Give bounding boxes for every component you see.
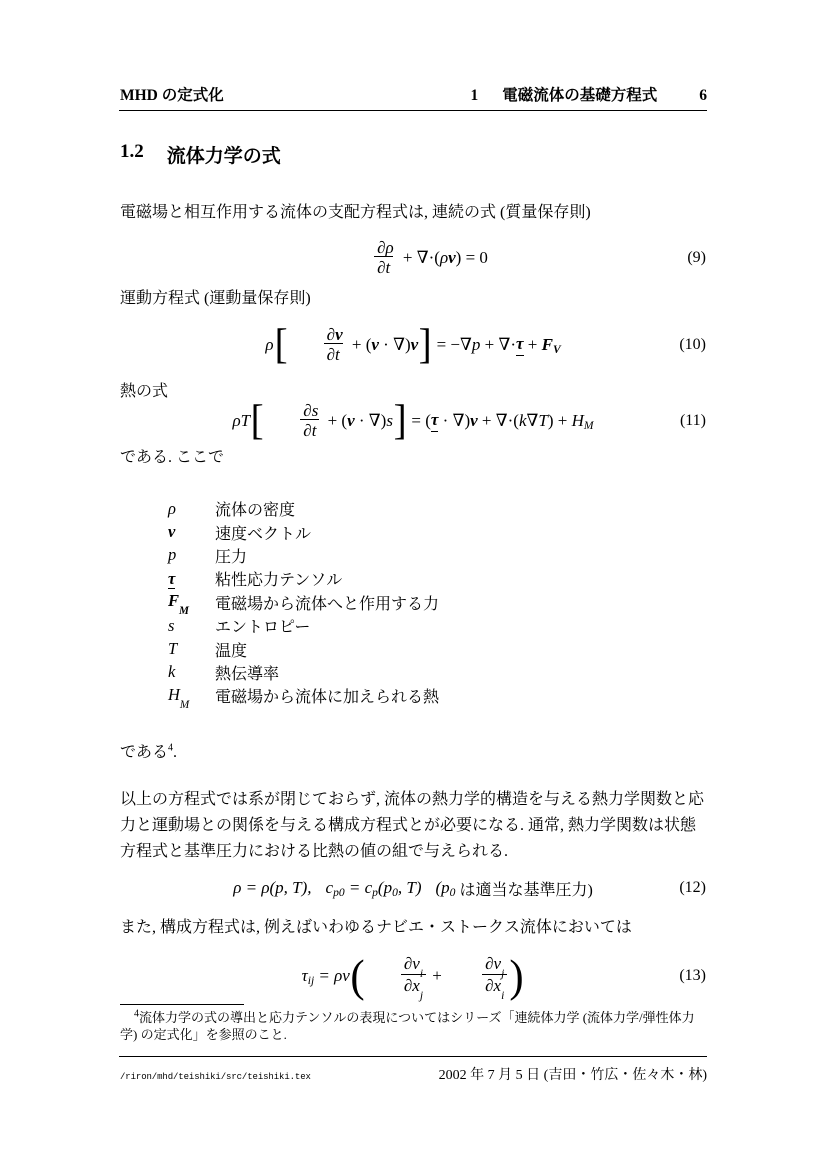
symbol: v <box>168 522 176 542</box>
math-term: τ <box>301 966 308 985</box>
symbol-description: 速度ベクトル <box>215 525 312 543</box>
equation-11-number: (11) <box>679 412 706 429</box>
paragraph-closure <box>120 787 710 865</box>
symbol <box>168 591 215 618</box>
list-item <box>168 614 439 637</box>
symbol: p <box>168 545 177 565</box>
symbol <box>168 684 215 711</box>
equation-10 <box>120 317 706 373</box>
math-term: ∂t <box>324 343 343 364</box>
list-item <box>168 544 439 567</box>
math-term <box>482 953 507 980</box>
equation-12-math <box>233 877 593 900</box>
math-term: v <box>371 335 379 354</box>
list-item <box>168 567 439 590</box>
math-subscript: i <box>419 966 424 980</box>
paragraph-dearu-footnoted <box>120 744 710 762</box>
footnote-text: 流体力学の式の導出と応力テンソルの表現についてはシリーズ「連続体力学 (流体力学/弾性体力学) の定式化」を参照のこと. <box>120 1010 695 1042</box>
equation-12 <box>120 874 706 902</box>
math-term: H <box>571 411 584 430</box>
symbol-definition-list <box>168 497 440 711</box>
footnote-marker: 4 <box>168 742 174 754</box>
math-subscript: i <box>501 989 505 1003</box>
symbol: H <box>168 684 180 704</box>
text: である <box>120 744 169 761</box>
math-term <box>401 953 426 980</box>
math-term: k∇T <box>518 411 548 430</box>
math-term: ∂x <box>403 976 420 995</box>
page-footer <box>120 1064 707 1084</box>
header-chapter-number: 1 <box>470 87 479 104</box>
symbol-description: 電磁場から流体へと作用する力 <box>215 595 440 613</box>
math-term: ∂t <box>300 419 319 440</box>
symbol: τ <box>168 568 176 588</box>
math-term: ∂v <box>485 953 502 973</box>
section-number: 1.2 <box>120 141 144 162</box>
list-item <box>168 591 440 618</box>
math-term: v <box>470 411 478 430</box>
math-term: + ( <box>323 411 348 430</box>
source-file-path: /riron/mhd/teishiki/src/teishiki.tex <box>120 1072 311 1082</box>
footnote-marker: 4 <box>134 1008 139 1020</box>
paragraph-intro: 電磁場と相互作用する流体の支配方程式は, 連続の式 (質量保存則) <box>120 204 591 221</box>
symbol <box>168 569 215 589</box>
symbol-description: 粘性応力テンソル <box>215 572 343 590</box>
math-term: · ∇) <box>354 411 387 430</box>
page-number: 6 <box>699 87 707 104</box>
math-term: + ∇· <box>480 335 516 354</box>
symbol: F <box>168 591 180 611</box>
math-term: + ( <box>347 335 372 354</box>
equation-12-number: (12) <box>679 879 706 896</box>
symbol-description: 流体の密度 <box>215 502 296 520</box>
header-right <box>470 87 707 105</box>
math-subscript: p0 <box>333 885 345 899</box>
equation-9-number: (9) <box>687 249 706 266</box>
footer-rule <box>119 1056 707 1057</box>
symbol-description: エントロピー <box>215 619 311 637</box>
text-line: 力と運動場との関係を与える構成方程式とが必要になる. 通常, 熱力学関数は状態 <box>120 817 697 834</box>
math-subscript: M <box>583 418 594 432</box>
math-term: v <box>347 411 355 430</box>
math-term: · ∇) <box>438 411 471 430</box>
paragraph-dearu-kokode: である. ここで <box>120 449 225 466</box>
math-term: は適当な基準圧力) <box>455 881 593 899</box>
math-term: ) + <box>547 411 572 430</box>
math-term: s <box>386 411 393 430</box>
math-term: (p <box>435 878 450 897</box>
paragraph-heat-lead: 熱の式 <box>120 383 169 400</box>
math-subscript: V <box>552 342 561 356</box>
math-term: v <box>448 248 456 267</box>
text-line: 方程式と基準圧力における比熱の値の組で与えられる. <box>120 843 509 860</box>
math-subscript: p <box>372 885 378 899</box>
page-header <box>120 87 707 105</box>
list-item <box>168 661 439 684</box>
math-term: ρT <box>232 411 251 430</box>
math-term: ) = 0 <box>455 248 488 267</box>
math-term: ∂ρ <box>377 238 394 258</box>
symbol: s <box>168 615 175 635</box>
math-term: ∂t <box>374 256 393 277</box>
math-term: ∂x <box>485 976 502 995</box>
math-term: ρ = ρ(p, T), <box>233 878 312 897</box>
paragraph-navier-lead: また, 構成方程式は, 例えばいわゆるナビエ・ストークス流体においては <box>120 919 632 936</box>
equation-10-math: ρ [ $\frac{\partial v}{\partial t}$ + ( v · ∇) v ] = −∇ p + ∇· τ + F V <box>265 306 560 384</box>
equation-10-number: (10) <box>679 336 706 353</box>
list-item <box>168 497 439 520</box>
equation-13-math: τ ij = ρν ( $\frac{\partial v_i}{\partial x_j}$ + $\frac{\partial v_j}{\partial x_i}$ ) <box>302 934 525 1018</box>
symbol-subscript: M <box>179 698 190 711</box>
footnote-rule <box>120 1004 244 1005</box>
math-subscript: 0 <box>392 885 398 899</box>
symbol-description: 圧力 <box>215 548 248 566</box>
math-term: + ∇·( <box>477 411 519 430</box>
fraction <box>448 934 507 1018</box>
text-line: 以上の方程式では系が閉じておらず, 流体の熱力学的構造を与える熱力学関数と応 <box>120 791 705 808</box>
math-term: ∂s <box>303 401 319 421</box>
symbol: T <box>168 639 178 659</box>
viscous-stress-tensor-symbol: τ <box>516 334 524 356</box>
math-term: = ρν <box>314 966 350 985</box>
math-term: · ∇) <box>378 335 411 354</box>
math-term: ∂v <box>403 953 420 973</box>
math-term: v <box>335 325 343 345</box>
equation-9 <box>120 232 706 284</box>
list-item <box>168 520 439 543</box>
date-authors: 2002 年 7 月 5 日 (吉田・竹広・佐々木・林) <box>438 1068 707 1083</box>
math-subscript: j <box>419 989 424 1003</box>
math-term: = c <box>344 878 373 897</box>
viscous-stress-tensor-symbol: τ <box>431 410 439 432</box>
equation-11 <box>120 394 706 448</box>
symbol-description: 熱伝導率 <box>215 665 280 683</box>
fraction <box>367 934 426 1018</box>
header-rule <box>119 110 707 111</box>
fraction <box>290 306 346 384</box>
symbol-subscript: M <box>179 605 189 618</box>
section-heading <box>120 141 281 168</box>
fraction <box>340 219 397 297</box>
text: . <box>173 744 178 761</box>
footnote <box>120 1009 707 1043</box>
list-item <box>168 637 439 660</box>
math-term: ρ <box>439 248 449 267</box>
section-title: 流体力学の式 <box>166 146 281 167</box>
symbol-description: 電磁場から流体に加えられる熱 <box>215 689 440 707</box>
math-term: ρ <box>265 335 274 354</box>
math-term: p <box>471 335 481 354</box>
math-term: = −∇ <box>432 335 472 354</box>
symbol: ρ <box>168 498 176 518</box>
header-left-title: MHD の定式化 <box>120 87 224 104</box>
math-subscript: ij <box>307 973 315 987</box>
math-term: = ( <box>407 411 431 430</box>
symbol-description: 温度 <box>215 642 248 660</box>
header-chapter-title: 電磁流体の基礎方程式 <box>502 87 658 104</box>
math-term: v <box>410 335 419 354</box>
math-subscript: 0 <box>449 885 456 899</box>
math-term: ∂ <box>326 325 336 345</box>
math-term: c <box>325 878 334 897</box>
math-term: , T) <box>397 878 422 897</box>
paragraph-momentum-lead: 運動方程式 (運動量保存則) <box>120 290 311 307</box>
equation-13-number: (13) <box>679 967 706 984</box>
math-term: + ∇·( <box>398 248 440 267</box>
equation-13 <box>120 948 706 1004</box>
equation-9-math <box>338 219 488 297</box>
equation-11-math: ρT [ $\frac{\partial s}{\partial t}$ + ( v · ∇) s ] = ( τ · ∇) v + ∇·( k∇T ) + H M <box>233 382 594 460</box>
math-term: (p <box>377 878 393 897</box>
math-term: + <box>428 966 447 985</box>
math-subscript: j <box>501 966 505 980</box>
math-term: + <box>523 335 542 354</box>
symbol: k <box>168 662 176 682</box>
list-item <box>168 684 440 711</box>
math-term: F <box>541 335 553 354</box>
